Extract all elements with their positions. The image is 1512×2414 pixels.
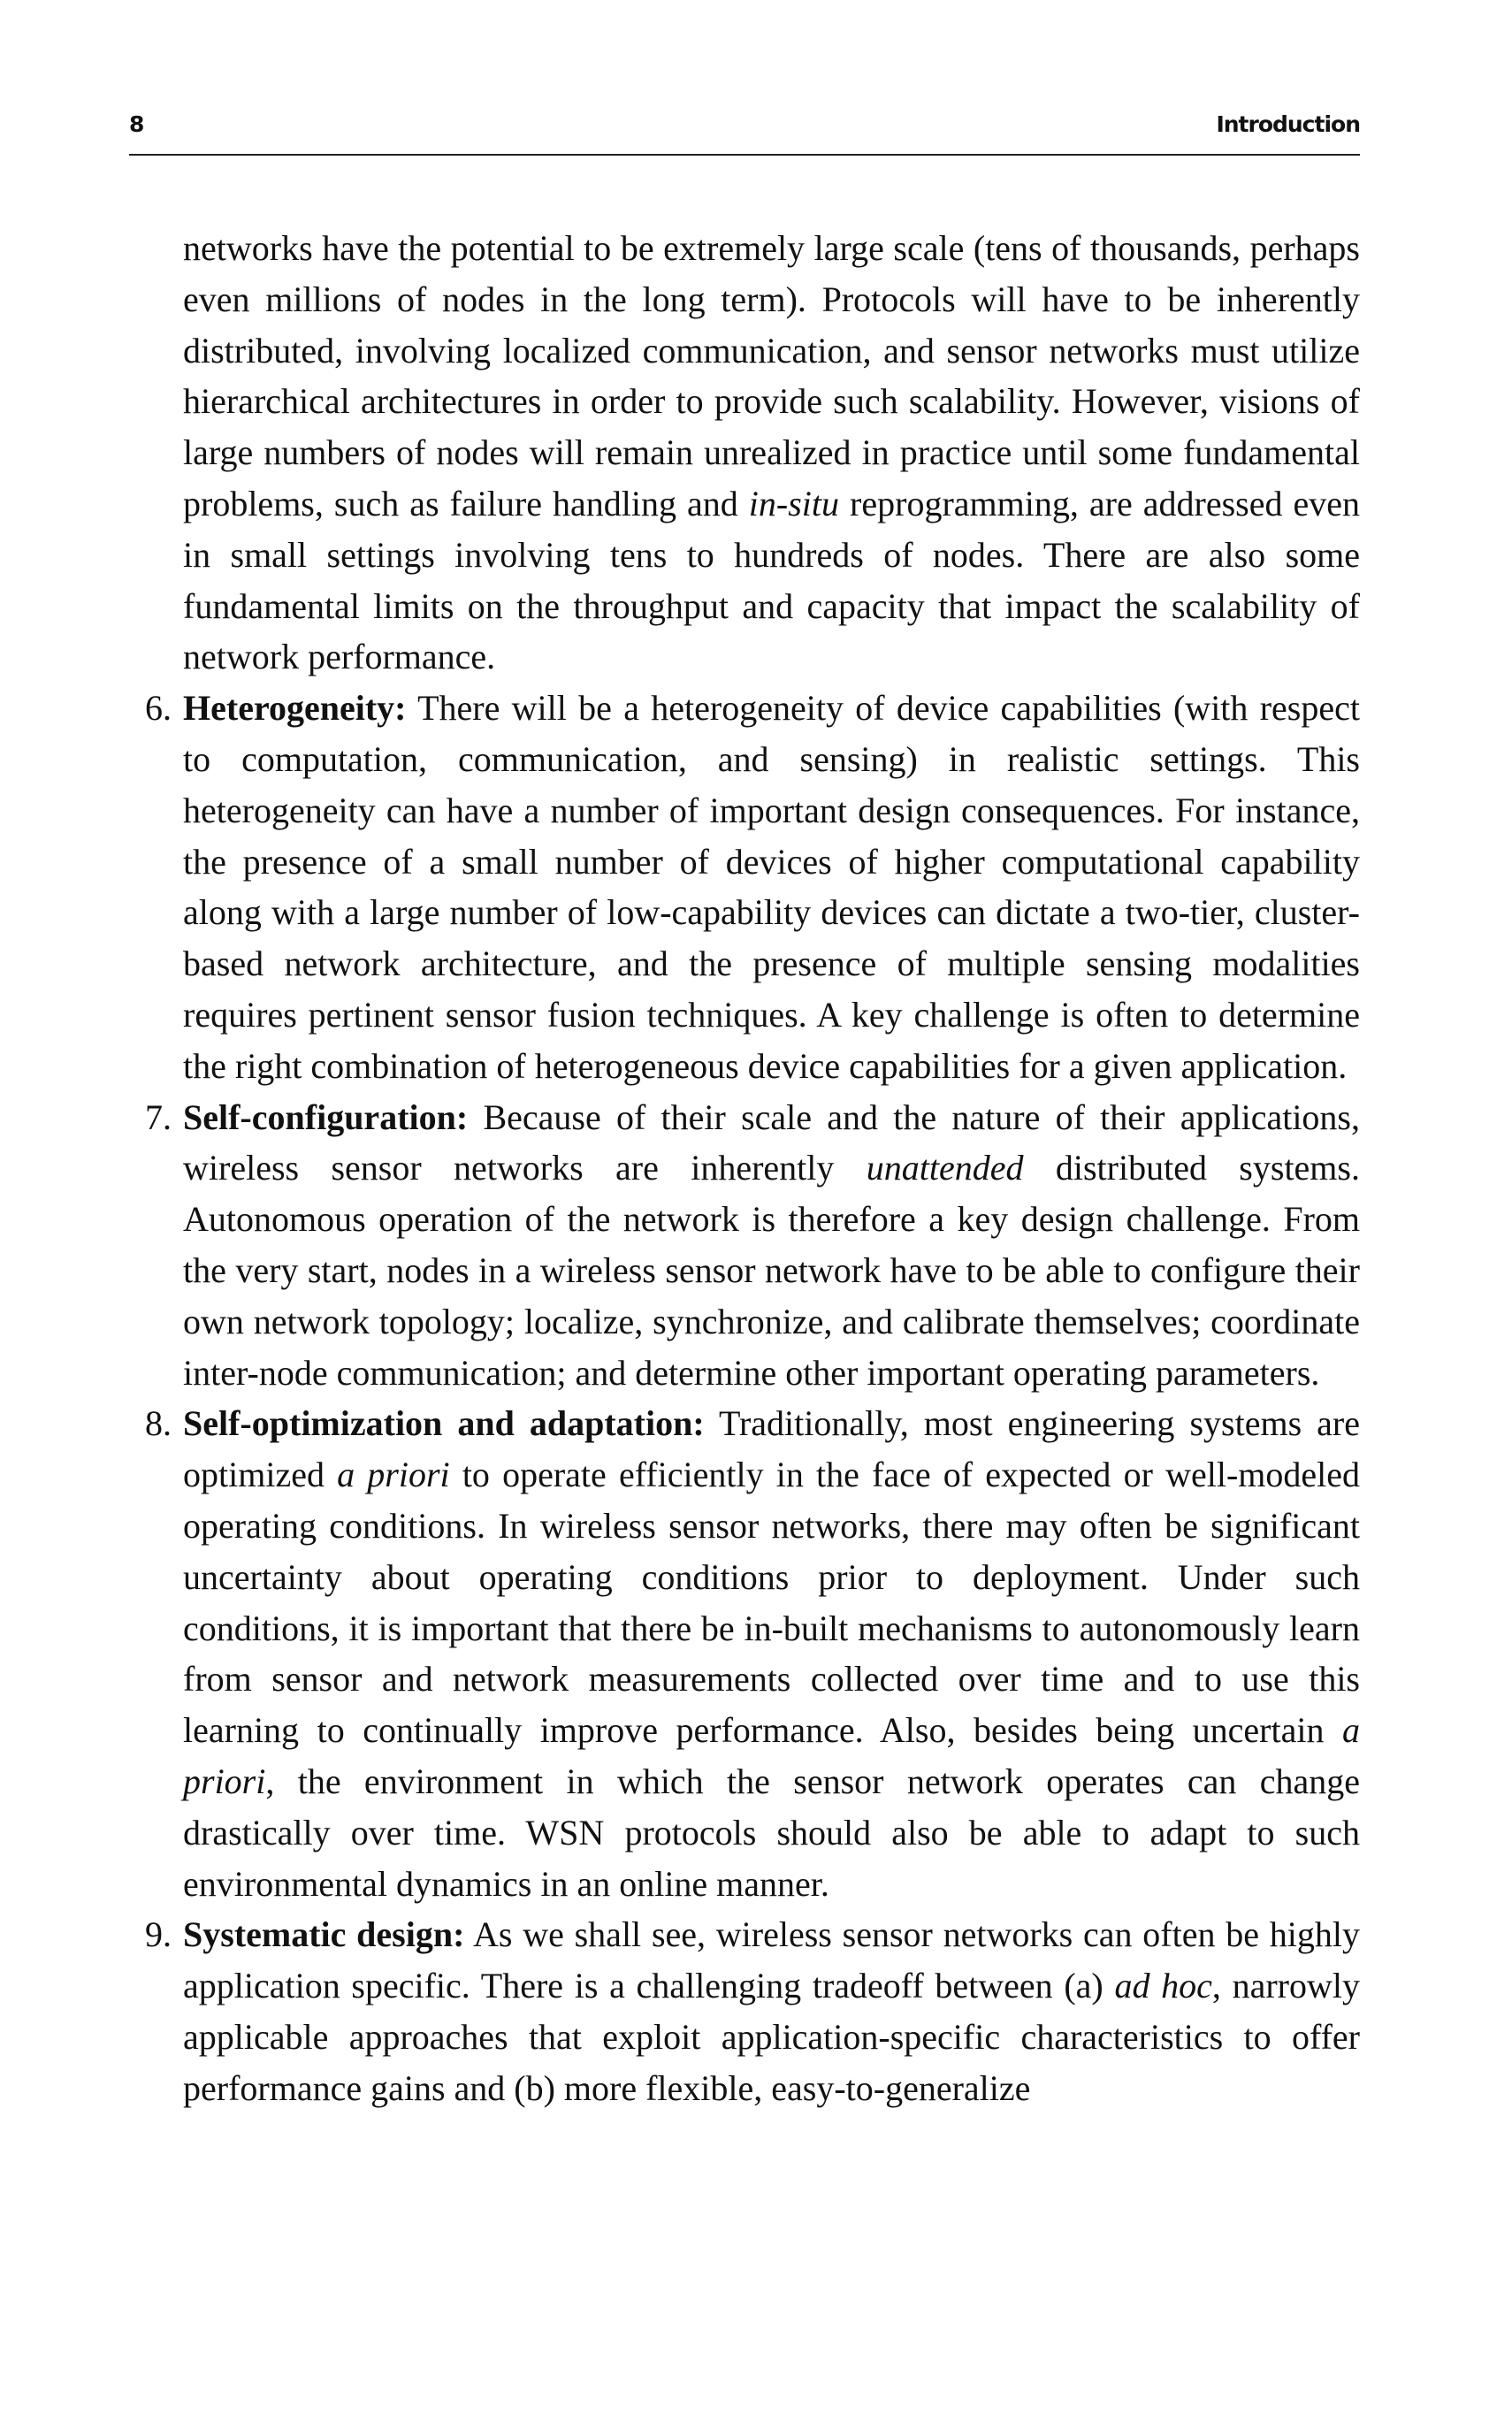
- continuation-paragraph: [129, 223, 1360, 683]
- running-title: Introduction: [1216, 111, 1360, 137]
- running-header: [129, 106, 1360, 156]
- list-number: 9.: [145, 1914, 172, 1955]
- list-item-text: [183, 1398, 1360, 1909]
- text-span: There will be a heterogeneity of device capabilities (with respect to computation, communication, and sensing) in realistic settings. This heterogeneity can have a number of important design consequences. For instance, the presence of a small number of devices of higher computational capability along with a large number of low-capability devices can dictate a two-tier, cluster-based network architecture, and the presence of multiple sensing modalities requires pertinent sensor fusion techniques. A key challenge is often to determine the right combination of heterogeneous device capabilities for a given application.: [183, 688, 1360, 1086]
- emphasis: a priori: [337, 1455, 450, 1495]
- list-item-text: [183, 683, 1360, 1091]
- page-body: [129, 223, 1360, 2113]
- item-term: Self-configuration:: [183, 1096, 469, 1137]
- list-item-text: [183, 1092, 1360, 1399]
- text-span: distributed systems. Autonomous operation of the network is therefore a key design challenge. From the very start, nodes in a wireless sensor network have to be able to configure their own network topology; localize, synchronize, and calibrate themselves; coordinate inter-node communication; and determine other important operating parameters.: [183, 1148, 1360, 1393]
- text-span: , the environment in which the sensor network operates can change drastically over time. WSN protocols should also be able to adapt to such environmental dynamics in an online manner.: [183, 1761, 1360, 1904]
- text-span: reprogramming, are addressed even in small settings involving tens to hundreds of nodes. There are also some fundamental limits on the throughput and capacity that impact the scalability of network performance.: [183, 483, 1361, 677]
- text-span: , narrowly applicable approaches that exploit application-specific characteristics to offer performance gains and (b) more flexible, easy-to-generalize: [183, 1966, 1360, 2108]
- text-span: Traditionally, most engineering systems are optimized: [183, 1403, 1360, 1495]
- text-span: to operate efficiently in the face of expected or well-modeled operating conditions. In wireless sensor networks, there may often be significant uncertainty about operating conditions prior to deployment. Under such conditions, it is important that there be in-built mechanisms to autonomously learn from sensor and network measurements collected over time and to use this learning to continually improve performance. Also, besides being uncertain: [183, 1455, 1360, 1751]
- text-span: As we shall see, wireless sensor networks can often be highly application specific. There is a challenging tradeoff between (a): [183, 1914, 1361, 2006]
- list-item-systematic-design: [129, 1909, 1360, 2113]
- list-number: 8.: [145, 1403, 172, 1444]
- item-term: Heterogeneity:: [183, 688, 407, 729]
- list-number: 7.: [145, 1096, 172, 1137]
- item-term: Self-optimization and adaptation:: [183, 1403, 705, 1444]
- emphasis: in-situ: [748, 483, 840, 523]
- emphasis: ad hoc: [1114, 1966, 1212, 2006]
- list-item-text: [183, 1909, 1360, 2113]
- emphasis: unattended: [866, 1148, 1024, 1188]
- list-number: 6.: [145, 688, 172, 729]
- text-span: networks have the potential to be extremely large scale (tens of thousands, perhaps even millions of nodes in the long term). Protocols will have to be inherently distributed, involving localized communication, and sensor networks must utilize hierarchical architectures in order to provide such scalability. However, visions of large numbers of nodes will remain unrealized in practice until some fundamental problems, such as failure handling and: [183, 228, 1360, 523]
- text-span: Because of their scale and the nature of their applications, wireless sensor networks are inherently: [183, 1096, 1360, 1188]
- emphasis: a priori: [183, 1710, 1360, 1801]
- list-item-self-configuration: [129, 1092, 1360, 1399]
- list-item-heterogeneity: [129, 683, 1360, 1091]
- page-number: 8: [129, 111, 144, 137]
- item-term: Systematic design:: [183, 1914, 465, 1955]
- list-item-self-optimization: [129, 1398, 1360, 1909]
